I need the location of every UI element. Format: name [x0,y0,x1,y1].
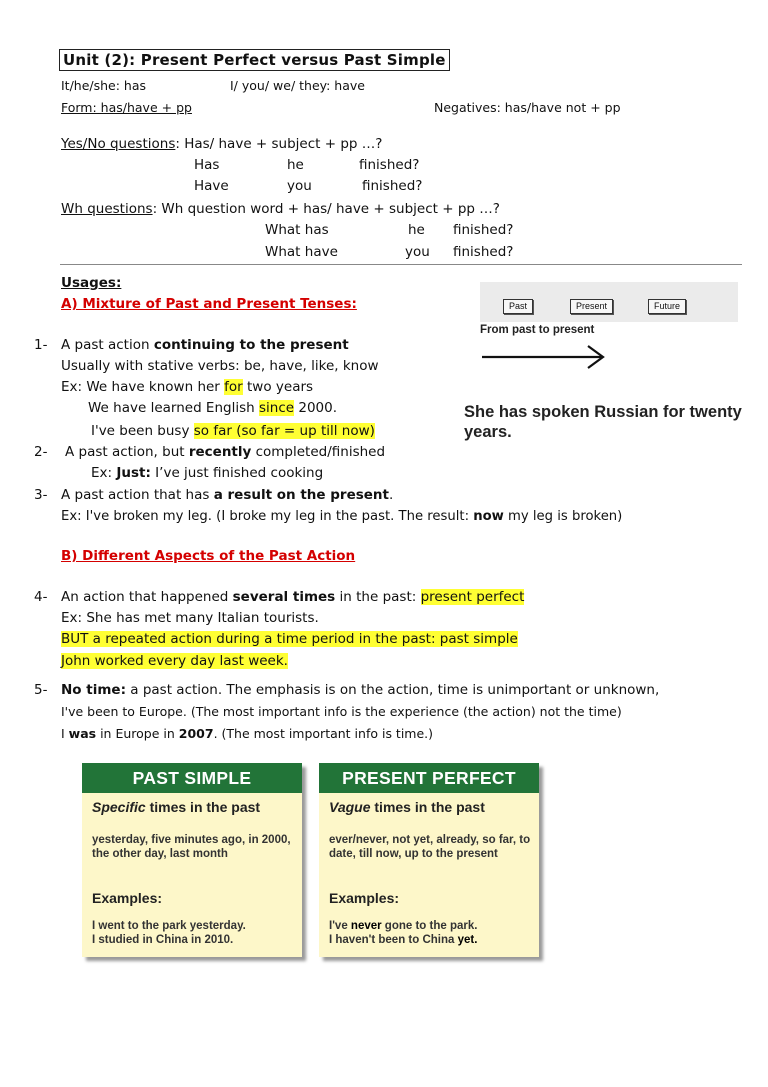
pp-ex1-pre: I've [329,920,351,932]
item5-bold: No time: [61,682,126,698]
present-perfect-time-words: ever/never, not yet, already, so far, to date, till now, up to the present [329,834,531,860]
item1-ex3-highlight: so far (so far = up till now) [193,423,375,439]
timeline-illustration [458,282,742,442]
present-perfect-examples-label: Examples: [329,890,400,906]
yesno-ex2-subject: you [287,178,312,194]
item2-bold: recently [188,444,252,460]
item3-ex-bold: now [473,509,504,524]
pp-ex2-yet: yet. [457,934,478,946]
item1-ex1-post: two years [242,379,314,395]
yesno-label: Yes/No questions [61,136,176,152]
item1-ex2-text: We have learned English [88,400,259,416]
past-simple-examples-label: Examples: [92,890,163,906]
present-perfect-subtitle [329,799,485,815]
present-perfect-example-2 [329,933,534,947]
pp-ex2-pre: I haven't been to China [329,934,458,946]
item1-ex2-highlight: since [258,400,295,416]
item5-text: a past action. The emphasis is on the action, time is unimportant or unknown, [125,682,660,698]
item5-ex1: I've been to Europe. (The most important info is the experience (the action) not the time) [61,704,622,719]
item4-text: An action that happened [61,589,233,605]
wh-ex1-word: What has [265,222,329,238]
present-perfect-heading: PRESENT PERFECT [319,763,539,793]
item1-bold: continuing to the present [153,337,349,353]
item1-text: A past action [61,337,154,353]
right-arrow-icon [480,342,610,372]
subject-have: I/ you/ we/ they: have [230,78,365,93]
item2-ex-post: I’ve just finished cooking [150,465,324,481]
present-perfect-example-1 [329,919,534,933]
item4-but: BUT a repeated action during a time period in the past: past simple [61,631,518,647]
pp-ex1-never: never [350,920,382,932]
timeline-future-label: Future [648,299,686,314]
item3-number: 3- [34,487,48,503]
section-b-heading: B) Different Aspects of the Past Action [61,548,356,564]
item5-ex2-year: 2007 [178,726,214,741]
item5-line [61,682,659,698]
wh-ex1-verb: finished? [453,222,514,238]
subject-has: It/he/she: has [61,78,147,93]
item3-text: A past action that has [61,487,214,503]
item4-line [61,589,524,605]
wh-ex2-word: What have [265,244,338,260]
wh-label: Wh questions [61,201,153,217]
item5-number: 5- [34,682,48,698]
item5-ex2 [61,726,433,741]
wh-rule-line [61,201,500,217]
past-simple-example-2: I studied in China in 2010. [92,934,234,946]
item1-ex3 [91,423,375,439]
item1-ex3-text: I've been busy [91,423,194,439]
yesno-ex1-aux: Has [194,157,220,173]
past-simple-example-1: I went to the park yesterday. [92,920,246,932]
wh-ex1-subject: he [408,222,425,238]
wh-ex2-subject: you [405,244,430,260]
present-perfect-subtitle-italic: Vague [329,799,371,815]
yesno-ex2-aux: Have [194,178,229,194]
yesno-ex1-verb: finished? [359,157,420,173]
item1-ex1 [61,379,313,395]
item2-post: completed/finished [251,444,386,460]
negatives-rule: Negatives: has/have not + pp [434,100,621,115]
pp-ex1-post: gone to the park. [381,920,478,932]
item2-number: 2- [34,444,48,460]
timeline-past-label: Past [503,299,533,314]
item1-number: 1- [34,337,48,353]
yesno-ex2-verb: finished? [362,178,423,194]
item5-ex2-text: I [61,726,69,741]
item3-ex [61,509,622,524]
past-simple-time-words: yesterday, five minutes ago, in 2000, the other day, last month [92,834,291,860]
item3-bold: a result on the present [213,487,389,503]
item2-text: A past action, but [65,444,189,460]
item4-john: John worked every day last week. [61,653,288,669]
timeline-caption: From past to present [480,324,595,336]
timeline-sentence: She has spoken Russian for twenty years. [464,403,742,441]
item4-bold: several times [232,589,336,605]
yesno-rule: : Has/ have + subject + pp …? [175,136,383,152]
item1-ex1-highlight: for [224,379,243,395]
item2-ex-text: Ex: [91,465,117,481]
item1-ex1-text: Ex: We have known her [61,379,225,395]
item2-ex [91,465,323,481]
section-divider [60,264,742,265]
past-simple-subtitle-italic: Specific [92,799,146,815]
present-perfect-subtitle-rest: times in the past [370,799,485,815]
item3-post: . [389,487,394,503]
item4-ex: Ex: She has met many Italian tourists. [61,610,319,626]
item4-number: 4- [34,589,48,605]
page-title: Unit (2): Present Perfect versus Past Simple [59,49,450,71]
item3-ex-text: Ex: I've broken my leg. (I broke my leg in the past. The result: [61,509,474,524]
item4-mid: in the past: [335,589,421,605]
timeline-present-label: Present [570,299,613,314]
item5-ex2-post: . (The most important info is time.) [213,726,434,741]
item2-line [65,444,385,460]
form-rule: Form: has/have + pp [61,100,192,115]
item5-ex2-mid: in Europe in [96,726,179,741]
section-a-heading: A) Mixture of Past and Present Tenses: [61,296,357,312]
past-simple-heading: PAST SIMPLE [82,763,302,793]
item1-line2: Usually with stative verbs: be, have, like, know [61,358,379,374]
wh-ex2-verb: finished? [453,244,514,260]
item5-ex2-was: was [68,726,97,741]
item3-ex-post: my leg is broken) [503,509,623,524]
yesno-ex1-subject: he [287,157,304,173]
usages-heading: Usages: [61,275,122,291]
present-perfect-card [319,763,539,957]
yesno-rule-line [61,136,382,152]
item2-ex-bold: Just: [116,465,151,481]
past-simple-card [82,763,302,957]
wh-rule: : Wh question word + has/ have + subject + pp …? [152,201,500,217]
item1-line [61,337,349,353]
past-simple-subtitle [92,799,260,815]
item1-ex2 [88,400,337,416]
item3-line [61,487,393,503]
item1-ex2-post: 2000. [294,400,338,416]
past-simple-subtitle-rest: times in the past [145,799,261,815]
item4-highlight: present perfect [420,589,525,605]
